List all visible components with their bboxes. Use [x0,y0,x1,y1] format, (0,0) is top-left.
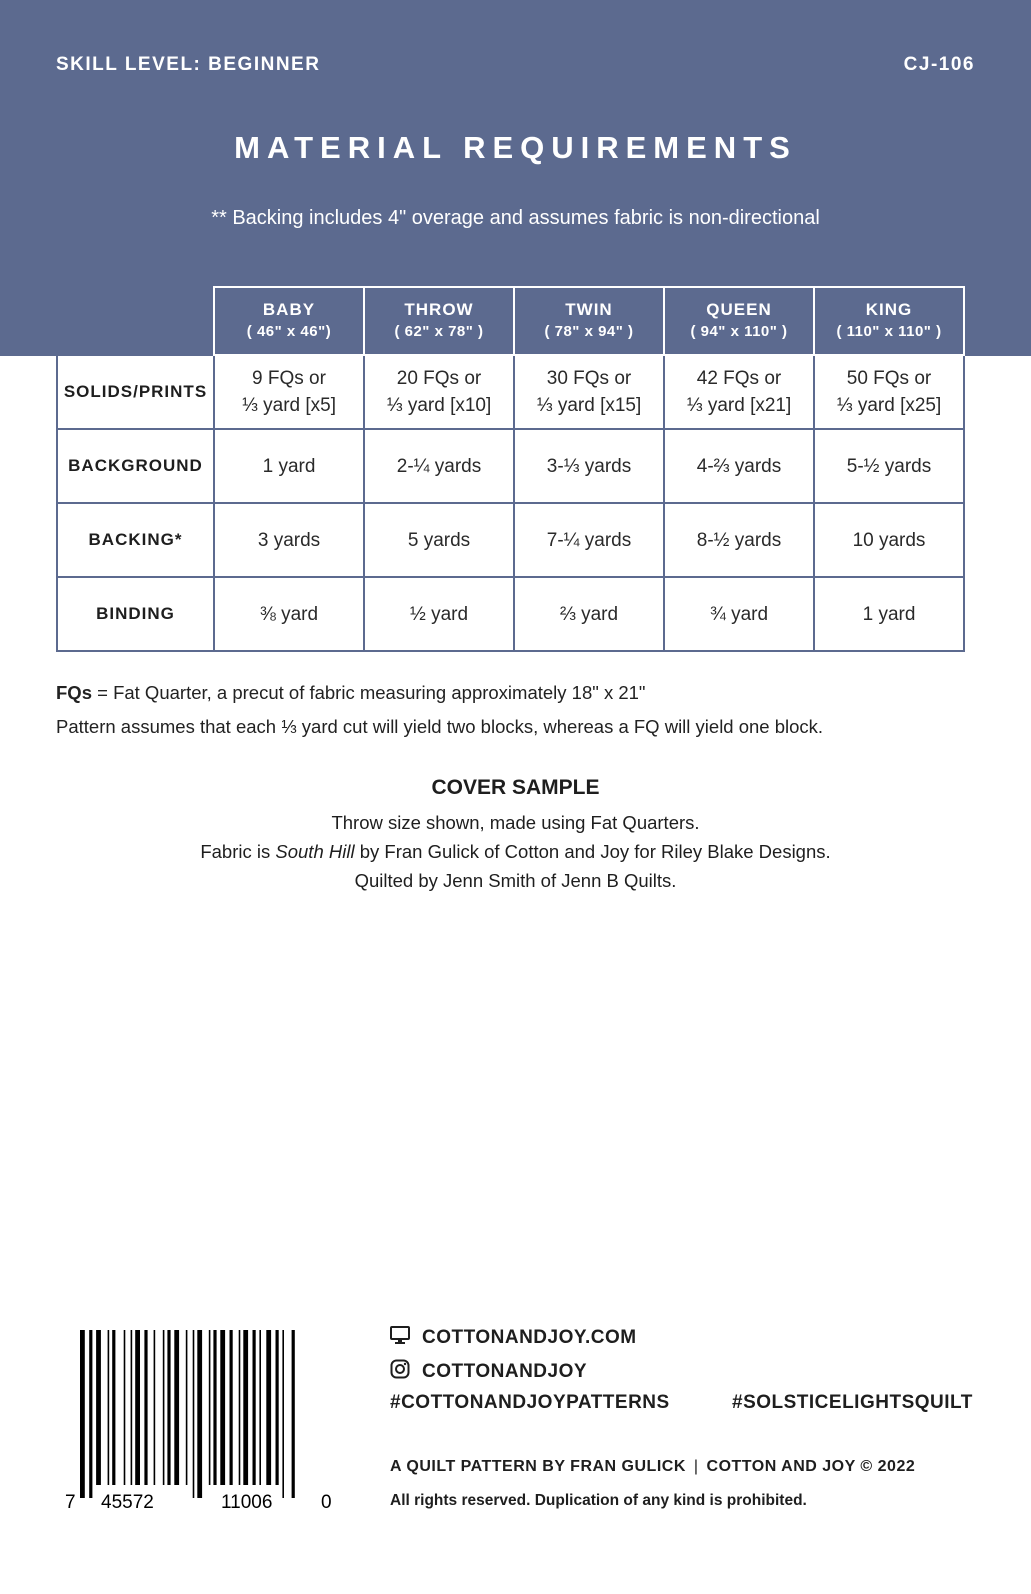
table-cell: ⅜ yard [214,577,364,651]
cell-line: ⅓ yard [x10] [386,395,492,416]
barcode-digit: 45572 [101,1492,154,1510]
barcode-bar [89,1330,92,1498]
table-cell: 3-⅓ yards [514,429,664,503]
backing-note: ** Backing includes 4" overage and assumes fabric is non-directional [211,207,820,229]
table-cell: 2-¼ yards [364,429,514,503]
size-header-king [814,287,964,355]
fabric-name: South Hill [275,841,355,862]
barcode-bar [193,1330,195,1498]
table-cell: 10 yards [814,503,964,577]
size-dims: ( 110" x 110" ) [836,323,942,340]
size-dims: ( 62" x 78" ) [394,323,484,340]
barcode [56,1330,346,1510]
fq-definition-text: = Fat Quarter, a precut of fabric measuring approximately 18" x 21" [91,682,646,703]
table-cell: ¾ yard [664,577,814,651]
skill-level: SKILL LEVEL: BEGINNER [56,54,321,75]
barcode-bar [80,1330,85,1498]
barcode-bar [243,1330,248,1485]
table-cell [514,355,664,429]
cover-sample-line: Throw size shown, made using Fat Quarters. [331,812,700,833]
table-corner [57,287,214,355]
table-cell: 8-½ yards [664,503,814,577]
barcode-bar [276,1330,279,1485]
credit-designer: A QUILT PATTERN BY FRAN GULICK [390,1458,686,1475]
size-name: THROW [404,300,474,319]
table-cell [214,355,364,429]
instagram-icon [390,1359,410,1385]
cell-line: 9 FQs or [252,368,326,389]
cover-sample-title: COVER SAMPLE [431,776,600,799]
table-cell: 1 yard [214,429,364,503]
table-row-backing [57,503,964,577]
barcode-bar [282,1330,284,1498]
size-header-throw [364,287,514,355]
size-header-baby [214,287,364,355]
table-cell: 4-⅔ yards [664,429,814,503]
table-row-binding [57,577,964,651]
size-name: KING [865,300,913,319]
barcode-bar [174,1330,179,1485]
barcode-bar [220,1330,225,1485]
barcode-bar [154,1330,156,1485]
barcode-bar [230,1330,233,1485]
barcode-bar [167,1330,170,1485]
size-name: QUEEN [706,300,772,319]
barcode-bar [135,1330,140,1485]
barcode-bar [163,1330,165,1485]
table-cell: 1 yard [814,577,964,651]
barcode-bar [209,1330,211,1485]
barcode-bar [253,1330,256,1485]
row-label: BINDING [57,577,214,651]
hashtag-quilt: #SOLSTICELIGHTSQUILT [732,1392,973,1413]
size-header-row [57,287,964,355]
rights-notice: All rights reserved. Duplication of any kind is prohibited. [390,1492,807,1509]
barcode-bar [239,1330,241,1485]
cell-line: 50 FQs or [846,368,932,389]
table-cell [814,355,964,429]
cell-line: 30 FQs or [546,368,632,389]
size-dims: ( 94" x 110" ) [690,323,788,340]
barcode-digit: 7 [65,1492,76,1510]
instagram-link[interactable] [390,1359,587,1385]
cell-line: ⅓ yard [x15] [536,395,642,416]
cell-line: 20 FQs or [396,368,482,389]
size-header-queen [664,287,814,355]
row-label: SOLIDS/PRINTS [57,355,214,429]
fq-term: FQs [56,682,92,703]
barcode-bar [124,1330,126,1485]
material-requirements-table [56,286,965,652]
cover-sample-fabric [0,841,1031,863]
barcode-digit: 11006 [221,1492,273,1510]
pattern-assumption: Pattern assumes that each ⅓ yard cut will yield two blocks, whereas a FQ will yield one block. [56,716,824,737]
credit-company: COTTON AND JOY © 2022 [706,1458,916,1475]
size-dims: ( 78" x 94" ) [544,323,634,340]
barcode-bar [266,1330,271,1485]
barcode-bar [259,1330,261,1485]
barcode-bar [108,1330,110,1485]
fq-definition [56,682,646,704]
barcode-bar [292,1330,295,1498]
barcode-bar [213,1330,216,1485]
table-cell [664,355,814,429]
table-cell [364,355,514,429]
table-row-background [57,429,964,503]
barcode-bars [80,1330,295,1498]
fabric-prefix: Fabric is [200,841,276,862]
hashtag-patterns: #COTTONANDJOYPATTERNS [390,1392,670,1413]
pattern-code: CJ-106 [903,54,975,75]
website-link[interactable] [390,1326,637,1350]
barcode-bar [112,1330,115,1485]
row-label: BACKING* [57,503,214,577]
barcode-digit: 0 [321,1492,332,1510]
row-label: BACKGROUND [57,429,214,503]
size-name: TWIN [565,300,613,319]
website-text: COTTONANDJOY.COM [422,1327,637,1349]
barcode-bar [131,1330,133,1485]
table-row-solids-prints [57,355,964,429]
barcode-bar [186,1330,188,1485]
barcode-bar [144,1330,147,1485]
monitor-icon [390,1326,410,1350]
table-cell: 5-½ yards [814,429,964,503]
pattern-credit [390,1458,915,1476]
table-cell: 3 yards [214,503,364,577]
cell-line: ⅓ yard [x25] [836,395,942,416]
instagram-text: COTTONANDJOY [422,1361,588,1383]
table-cell: 5 yards [364,503,514,577]
table-cell: ½ yard [364,577,514,651]
size-dims: ( 46" x 46") [246,323,332,340]
page-title: MATERIAL REQUIREMENTS [234,130,797,165]
cover-sample-quilter: Quilted by Jenn Smith of Jenn B Quilts. [354,870,677,891]
cell-line: ⅓ yard [x21] [686,395,792,416]
barcode-bar [96,1330,101,1485]
fabric-suffix: by Fran Gulick of Cotton and Joy for Riley Blake Designs. [354,841,831,862]
size-name: BABY [262,300,316,319]
barcode-bar [197,1330,202,1498]
cell-line: ⅓ yard [x5] [242,395,336,416]
table-cell: 7-¼ yards [514,503,664,577]
cell-line: 42 FQs or [696,368,782,389]
table-cell: ⅔ yard [514,577,664,651]
size-header-twin [514,287,664,355]
credit-separator: | [693,1458,699,1475]
